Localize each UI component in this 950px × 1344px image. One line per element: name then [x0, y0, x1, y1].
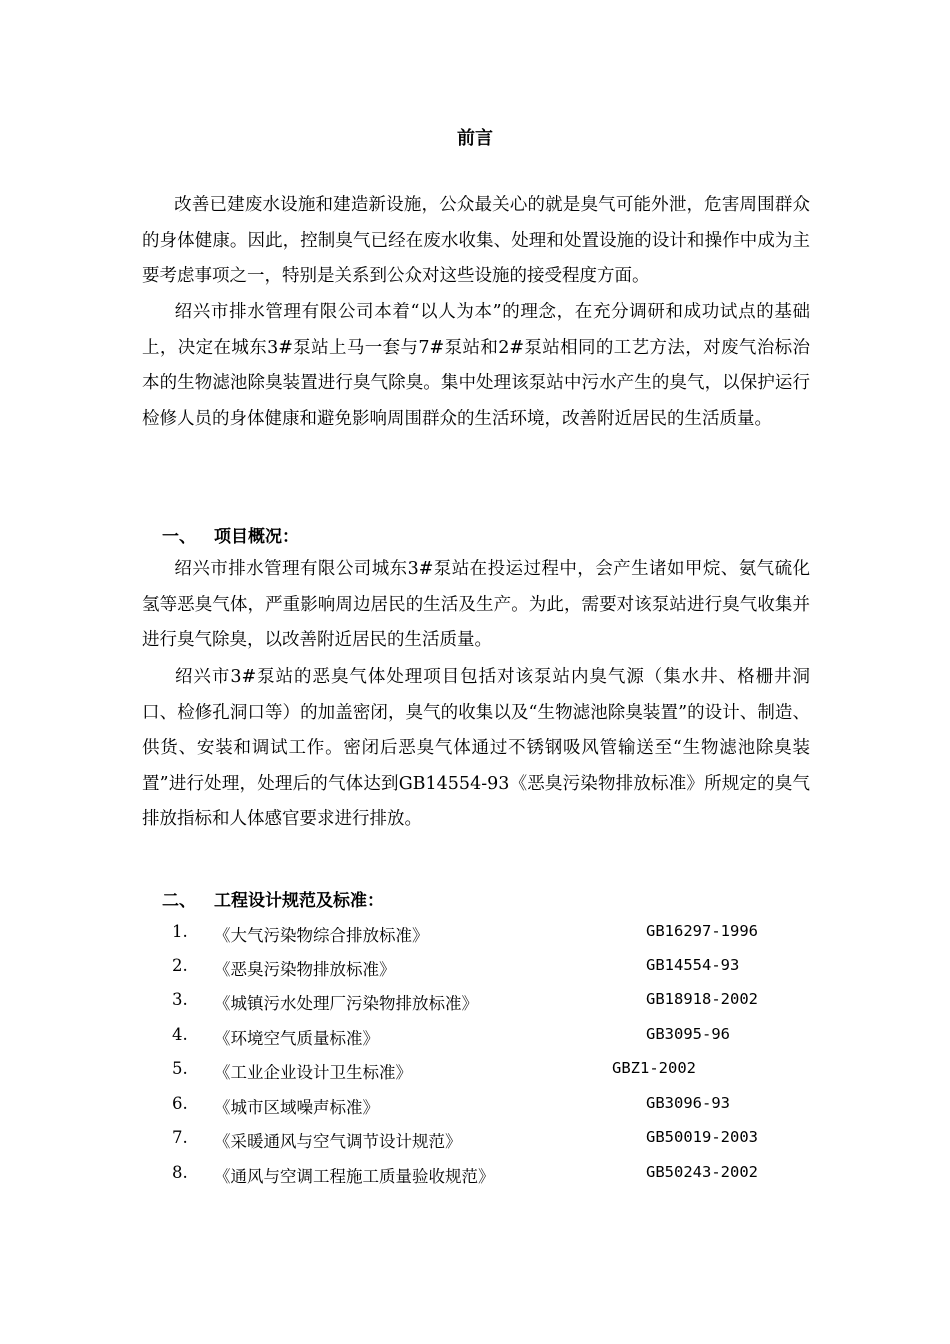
- standard-item: [0, 1128, 950, 1158]
- standard-code: GB50019-2003: [646, 1128, 758, 1146]
- standard-code: GB14554-93: [646, 956, 740, 974]
- standard-code: GB16297-1996: [646, 922, 758, 940]
- preface-paragraph-1: [142, 188, 810, 295]
- section-2-title: 工程设计规范及标准：: [214, 891, 384, 911]
- standard-code: GBZ1-2002: [612, 1059, 696, 1077]
- section-1-title: 项目概况：: [214, 527, 299, 547]
- section-1-paragraph-1: [142, 552, 810, 659]
- standard-item: [0, 1094, 950, 1124]
- section-1-paragraph-1-text: 绍兴市排水管理有限公司城东3#泵站在投运过程中，会产生诸如甲烷、氨气硫化氢等恶臭气体，严重影响周边居民的生活及生产。为此，需要对该泵站进行臭气收集并进行臭气除臭，以改善附近居民的生活质量。: [142, 559, 810, 650]
- preface-paragraph-2-text: 绍兴市排水管理有限公司本着“以人为本”的理念，在充分调研和成功试点的基础上，决定在城东3#泵站上马一套与7#泵站和2#泵站相同的工艺方法，对废气治标治本的生物滤池除臭装置进行臭气除臭。集中处理该泵站中污水产生的臭气，以保护运行检修人员的身体健康和避免影响周围群众的生活环境，改善附近居民的生活质量。: [142, 302, 810, 429]
- section-1-paragraph-2: [142, 660, 810, 838]
- standard-name: 《城镇污水处理厂污染物排放标准》: [214, 994, 478, 1013]
- section-2-number: 二、: [162, 891, 196, 911]
- standard-name: 《采暖通风与空气调节设计规范》: [214, 1132, 462, 1151]
- standard-item: [0, 922, 950, 952]
- standard-code: GB3096-93: [646, 1094, 730, 1112]
- standard-item: [0, 1059, 950, 1089]
- standard-index: 8.: [172, 1163, 188, 1182]
- standard-index: 1.: [172, 922, 188, 941]
- standard-index: 5.: [172, 1059, 188, 1078]
- standard-name: 《城市区域噪声标准》: [214, 1098, 379, 1117]
- standard-item: [0, 956, 950, 986]
- page-title: 前言: [457, 128, 493, 149]
- standard-index: 2.: [172, 956, 188, 975]
- standard-item: [0, 990, 950, 1020]
- standard-code: GB3095-96: [646, 1025, 730, 1043]
- standard-code: GB50243-2002: [646, 1163, 758, 1181]
- preface-paragraph-2: [142, 295, 810, 437]
- standard-item: [0, 1025, 950, 1055]
- standard-item: [0, 1163, 950, 1193]
- standard-index: 4.: [172, 1025, 188, 1044]
- standard-name: 《恶臭污染物排放标准》: [214, 960, 396, 979]
- standard-index: 7.: [172, 1128, 188, 1147]
- standard-name: 《环境空气质量标准》: [214, 1029, 379, 1048]
- section-1-number: 一、: [162, 527, 196, 547]
- standard-name: 《工业企业设计卫生标准》: [214, 1063, 412, 1082]
- standard-name: 《大气污染物综合排放标准》: [214, 926, 429, 945]
- standard-name: 《通风与空调工程施工质量验收规范》: [214, 1167, 495, 1186]
- section-1-heading: [162, 522, 299, 547]
- section-2-heading: [162, 886, 384, 911]
- standard-index: 3.: [172, 990, 188, 1009]
- standard-index: 6.: [172, 1094, 188, 1113]
- preface-paragraph-1-text: 改善已建废水设施和建造新设施，公众最关心的就是臭气可能外泄，危害周围群众的身体健康。因此，控制臭气已经在废水收集、处理和处置设施的设计和操作中成为主要考虑事项之一，特别是关系到公众对这些设施的接受程度方面。: [142, 195, 810, 286]
- section-1-paragraph-2-text: 绍兴市3#泵站的恶臭气体处理项目包括对该泵站内臭气源（集水井、格栅井洞口、检修孔洞口等）的加盖密闭，臭气的收集以及“生物滤池除臭装置”的设计、制造、供货、安装和调试工作。密闭后恶臭气体通过不锈钢吸风管输送至“生物滤池除臭装置”进行处理，处理后的气体达到GB14554-93《恶臭污染物排放标准》所规定的臭气排放指标和人体感官要求进行排放。: [142, 667, 810, 829]
- standard-code: GB18918-2002: [646, 990, 758, 1008]
